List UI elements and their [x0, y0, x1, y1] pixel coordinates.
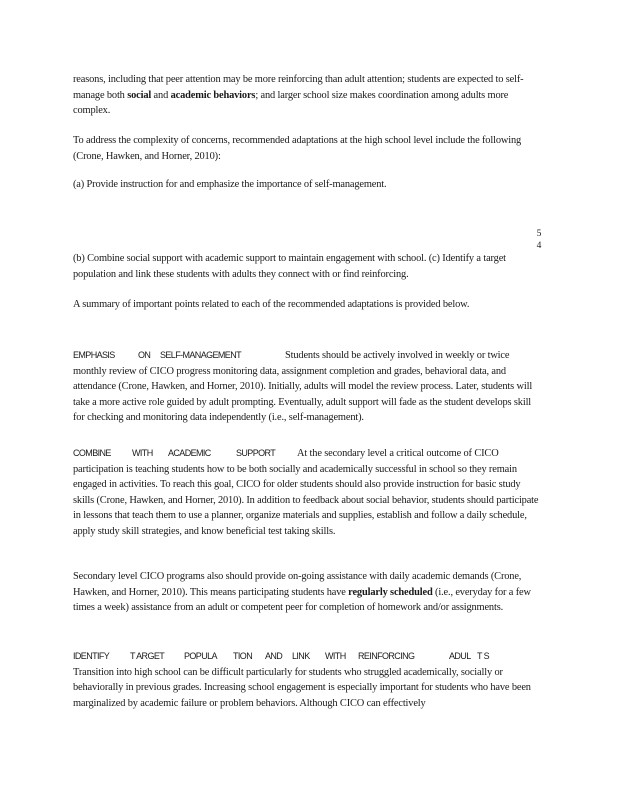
section-heading [73, 446, 297, 462]
heading-word: LINK [292, 651, 310, 661]
section-text: Transition into high school can be difficult particularly for students who struggled academically, socially or behaviorally in previous grades. Increasing school engagement is especially important for students who have been marginalized by academic failure or problem behaviors. Although CICO can effectively [73, 666, 531, 709]
bold-regularly-scheduled: regularly scheduled [348, 586, 433, 598]
heading-word: POPULA [184, 651, 217, 661]
page-number-digit-1: 5 [536, 229, 542, 239]
heading-word: SELF-MANAGEMENT [160, 350, 242, 360]
paragraph-secondary-level [73, 569, 543, 616]
section-target-population [73, 649, 543, 711]
text-run: reasons, including that peer attention may be more reinforcing than adult attention; students are expected to self-manage both [73, 74, 524, 101]
heading-word: WITH [132, 448, 153, 458]
text-run: Secondary level CICO programs also should provide on-going assistance with daily academic demands (Crone, Hawken, and Horner, 2010). This means participating students have [73, 571, 522, 598]
heading-word: SUPPORT [236, 448, 276, 458]
paragraph-summary: A summary of important points related to each of the recommended adaptations is provided below. [73, 299, 470, 310]
paragraph-adaptations-intro: To address the complexity of concerns, recommended adaptations at the high school level include the following (Crone, Hawken, and Horner, 2010): [73, 135, 522, 162]
section-text: At the secondary level a critical outcome of CICO participation is teaching students how to be both socially and academically successful in school so they remain engaged in activities. To reach this goal, CICO for older students should also provide instruction for basic study skills (Crone, Hawken, and Horner, 2010). In addition to feedback about social behavior, students should participate in lessons that teach them to use a planner, organize materials and supplies, establish and follow a daily schedule, apply study skill strategies, and know beneficial test taking skills. [73, 448, 539, 537]
section-text: Students should be actively involved in weekly or twice monthly review of CICO progress monitoring data, assignment completion and grades, behavioral data, and attendance (Crone, Hawken, and Horner, 2010). Initially, adults will model the review process. Later, students will take a more active role guided by adult prompting. Eventually, adult support will fade as the student develops skill for checking and monitoring data independently (i.e., self-management). [73, 350, 533, 424]
heading-word: ACADEMIC [168, 448, 211, 458]
section-heading [73, 649, 543, 665]
heading-word: WITH [325, 651, 346, 661]
paragraph-item-a: (a) Provide instruction for and emphasize the importance of self-management. [73, 179, 387, 190]
heading-word: TION [233, 651, 253, 661]
heading-word: T S [477, 651, 490, 661]
heading-word: IDENTIFY [73, 651, 110, 661]
heading-word: T ARGET [130, 651, 165, 661]
page-number-digit-2: 4 [536, 241, 542, 251]
section-self-management [73, 348, 543, 426]
text-run: and [151, 89, 171, 101]
heading-word: ON [138, 350, 151, 360]
heading-word: REINFORCING [358, 651, 415, 661]
heading-word: EMPHASIS [73, 350, 115, 360]
heading-word: AND [265, 651, 283, 661]
bold-social: social [127, 89, 152, 101]
text-run: (i.e., everyday for a few times a week) assistance from an adult or competent peer for completion of homework and/or assignments. [73, 586, 531, 614]
heading-word: COMBINE [73, 448, 111, 458]
paragraph-items-b-c: (b) Combine social support with academic support to maintain engagement with school. (c) Identify a target population and link these students with adults they connect with or find reinforcing. [73, 253, 506, 280]
bold-academic-behaviors: academic behaviors [170, 89, 256, 101]
paragraph-reasons [73, 72, 543, 119]
text-run: ; and larger school size makes coordination among adults more complex. [73, 89, 509, 117]
section-academic-support [73, 446, 543, 540]
section-heading [73, 348, 285, 364]
heading-word: ADUL [449, 651, 471, 661]
